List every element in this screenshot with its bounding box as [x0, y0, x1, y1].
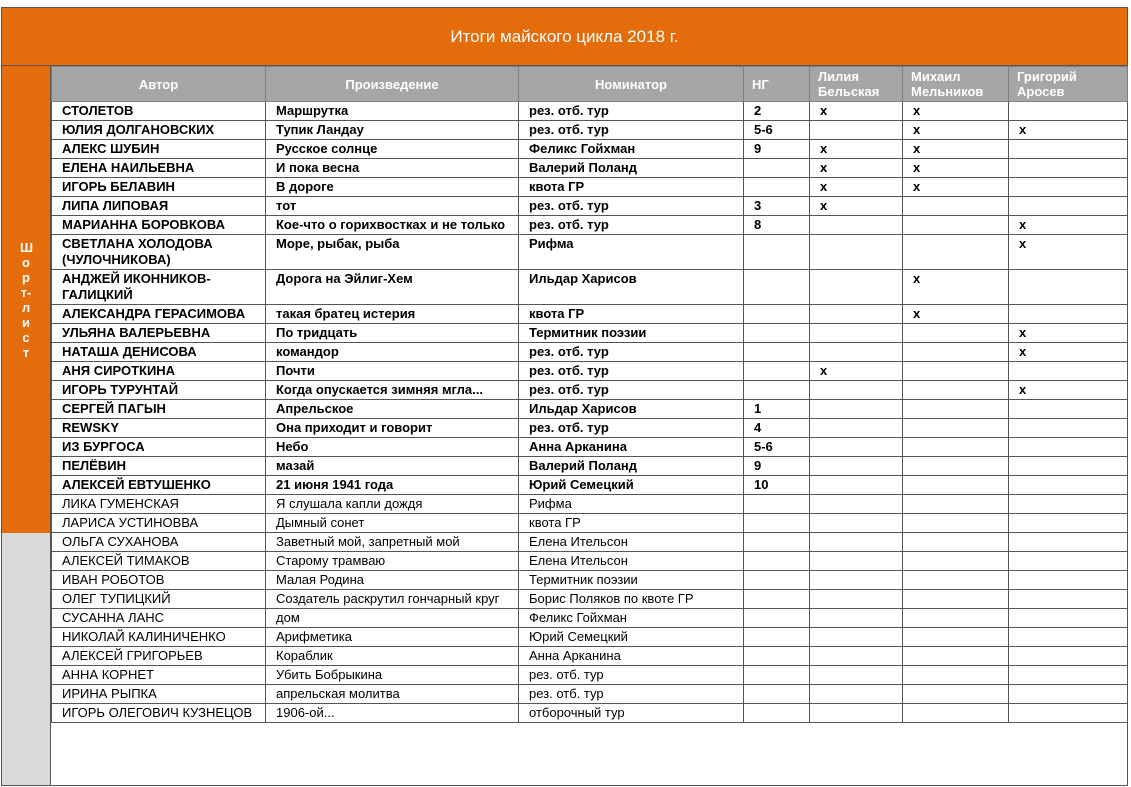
judge-1-mark [810, 438, 903, 457]
ng-cell: 10 [744, 476, 810, 495]
work-cell: командор [266, 343, 519, 362]
ng-cell [744, 343, 810, 362]
shortlist-row [52, 457, 1128, 476]
judge-1-mark [810, 216, 903, 235]
author-cell: АЛЕКСЕЙ ГРИГОРЬЕВ [52, 647, 266, 666]
shortlist-row [52, 476, 1128, 495]
longlist-row [52, 552, 1128, 571]
work-cell: Кораблик [266, 647, 519, 666]
judge-3-mark: x [1009, 343, 1128, 362]
author-cell: ИЗ БУРГОСА [52, 438, 266, 457]
nominator-cell: Феликс Гойхман [519, 609, 744, 628]
nominator-cell: Феликс Гойхман [519, 140, 744, 159]
author-cell: АЛЕКСЕЙ ТИМАКОВ [52, 552, 266, 571]
header-ng: НГ [744, 67, 810, 102]
judge-3-mark [1009, 419, 1128, 438]
judge-3-mark [1009, 533, 1128, 552]
ng-cell [744, 495, 810, 514]
author-cell: ИВАН РОБОТОВ [52, 571, 266, 590]
judge-2-mark: x [903, 178, 1009, 197]
author-cell: ИГОРЬ ОЛЕГОВИЧ КУЗНЕЦОВ [52, 704, 266, 723]
ng-cell [744, 685, 810, 704]
judge-2-mark [903, 590, 1009, 609]
judge-3-mark [1009, 476, 1128, 495]
ng-cell: 4 [744, 419, 810, 438]
author-cell: АЛЕКСЕЙ ЕВТУШЕНКО [52, 476, 266, 495]
nominator-cell: рез. отб. тур [519, 666, 744, 685]
judge-3-mark [1009, 400, 1128, 419]
longlist-row [52, 590, 1128, 609]
work-cell: Старому трамваю [266, 552, 519, 571]
ng-cell: 1 [744, 400, 810, 419]
judge-1-mark [810, 324, 903, 343]
nominator-cell: рез. отб. тур [519, 362, 744, 381]
shortlist-row [52, 140, 1128, 159]
author-cell: АНЯ СИРОТКИНА [52, 362, 266, 381]
judge-1-mark: x [810, 102, 903, 121]
judge-3-mark: x [1009, 235, 1128, 270]
judge-2-mark [903, 704, 1009, 723]
author-cell: НАТАША ДЕНИСОВА [52, 343, 266, 362]
ng-cell [744, 704, 810, 723]
judge-3-mark [1009, 628, 1128, 647]
judge-1-mark [810, 270, 903, 305]
judge-2-mark [903, 476, 1009, 495]
work-cell: Русское солнце [266, 140, 519, 159]
nominator-cell: рез. отб. тур [519, 216, 744, 235]
author-cell: СУСАННА ЛАНС [52, 609, 266, 628]
shortlist-row [52, 159, 1128, 178]
judge-2-mark [903, 438, 1009, 457]
judge-2-mark: x [903, 121, 1009, 140]
judge-2-mark [903, 197, 1009, 216]
header-judge-3: Григорий Аросев [1009, 67, 1128, 102]
ng-cell [744, 590, 810, 609]
judge-2-mark: x [903, 159, 1009, 178]
header-judge-2: Михаил Мельников [903, 67, 1009, 102]
judge-2-mark [903, 216, 1009, 235]
judge-1-mark [810, 121, 903, 140]
judge-3-mark [1009, 704, 1128, 723]
nominator-cell: Термитник поэзии [519, 571, 744, 590]
nominator-cell: Борис Поляков по квоте ГР [519, 590, 744, 609]
author-cell: ОЛЬГА СУХАНОВА [52, 533, 266, 552]
work-cell: мазай [266, 457, 519, 476]
nominator-cell: квота ГР [519, 178, 744, 197]
ng-cell [744, 666, 810, 685]
nominator-cell: рез. отб. тур [519, 419, 744, 438]
header-author: Автор [52, 67, 266, 102]
judge-3-mark [1009, 197, 1128, 216]
judge-3-mark [1009, 102, 1128, 121]
nominator-cell: рез. отб. тур [519, 102, 744, 121]
header-judge-1: Лилия Бельская [810, 67, 903, 102]
judge-3-mark [1009, 514, 1128, 533]
judge-1-mark [810, 647, 903, 666]
shortlist-band [2, 66, 51, 533]
results-table [51, 66, 1128, 723]
judge-3-mark [1009, 685, 1128, 704]
work-cell: Море, рыбак, рыба [266, 235, 519, 270]
author-cell: ЕЛЕНА НАИЛЬЕВНА [52, 159, 266, 178]
judge-1-mark [810, 685, 903, 704]
judge-3-mark [1009, 457, 1128, 476]
judge-3-mark: x [1009, 121, 1128, 140]
shortlist-row [52, 343, 1128, 362]
ng-cell: 9 [744, 140, 810, 159]
judge-3-mark [1009, 362, 1128, 381]
work-cell: Малая Родина [266, 571, 519, 590]
judge-3-mark [1009, 140, 1128, 159]
nominator-cell: рез. отб. тур [519, 381, 744, 400]
ng-cell [744, 362, 810, 381]
judge-2-mark [903, 381, 1009, 400]
judge-1-mark [810, 419, 903, 438]
ng-cell: 2 [744, 102, 810, 121]
nominator-cell: Рифма [519, 495, 744, 514]
ng-cell: 3 [744, 197, 810, 216]
ng-cell [744, 533, 810, 552]
longlist-row [52, 666, 1128, 685]
ng-cell: 9 [744, 457, 810, 476]
author-cell: REWSKY [52, 419, 266, 438]
ng-cell [744, 381, 810, 400]
ng-cell [744, 628, 810, 647]
ng-cell [744, 235, 810, 270]
shortlist-row [52, 216, 1128, 235]
nominator-cell: квота ГР [519, 514, 744, 533]
nominator-cell: рез. отб. тур [519, 121, 744, 140]
ng-cell: 8 [744, 216, 810, 235]
nominator-cell: Юрий Семецкий [519, 476, 744, 495]
judge-3-mark [1009, 609, 1128, 628]
judge-2-mark [903, 666, 1009, 685]
nominator-cell: Анна Арканина [519, 438, 744, 457]
shortlist-row [52, 438, 1128, 457]
author-cell: СВЕТЛАНА ХОЛОДОВА (ЧУЛОЧНИКОВА) [52, 235, 266, 270]
header-row [52, 67, 1128, 102]
longlist-band [2, 533, 51, 785]
shortlist-row [52, 178, 1128, 197]
work-cell: Дорога на Эйлиг-Хем [266, 270, 519, 305]
nominator-cell: рез. отб. тур [519, 343, 744, 362]
work-cell: Она приходит и говорит [266, 419, 519, 438]
shortlist-row [52, 419, 1128, 438]
ng-cell: 5-6 [744, 438, 810, 457]
judge-1-mark [810, 305, 903, 324]
judge-2-mark [903, 552, 1009, 571]
judge-1-mark [810, 666, 903, 685]
judge-2-mark [903, 343, 1009, 362]
judge-2-mark [903, 457, 1009, 476]
author-cell: АЛЕКСАНДРА ГЕРАСИМОВА [52, 305, 266, 324]
nominator-cell: Валерий Поланд [519, 457, 744, 476]
judge-2-mark [903, 514, 1009, 533]
nominator-cell: Рифма [519, 235, 744, 270]
nominator-cell: рез. отб. тур [519, 685, 744, 704]
work-cell: Небо [266, 438, 519, 457]
longlist-row [52, 533, 1128, 552]
shortlist-row [52, 381, 1128, 400]
longlist-row [52, 704, 1128, 723]
nominator-cell: Валерий Поланд [519, 159, 744, 178]
judge-2-mark [903, 419, 1009, 438]
judge-1-mark: x [810, 159, 903, 178]
judge-3-mark [1009, 647, 1128, 666]
nominator-cell: Юрий Семецкий [519, 628, 744, 647]
judge-1-mark [810, 590, 903, 609]
judge-2-mark [903, 324, 1009, 343]
author-cell: СТОЛЕТОВ [52, 102, 266, 121]
judge-3-mark [1009, 552, 1128, 571]
ng-cell [744, 159, 810, 178]
judge-2-mark: x [903, 305, 1009, 324]
longlist-row [52, 571, 1128, 590]
nominator-cell: квота ГР [519, 305, 744, 324]
nominator-cell: рез. отб. тур [519, 197, 744, 216]
judge-1-mark [810, 628, 903, 647]
judge-2-mark: x [903, 140, 1009, 159]
work-cell: И пока весна [266, 159, 519, 178]
judge-3-mark [1009, 270, 1128, 305]
work-cell: Заветный мой, запретный мой [266, 533, 519, 552]
judge-3-mark [1009, 159, 1128, 178]
nominator-cell: Ильдар Харисов [519, 270, 744, 305]
header-nominator: Номинатор [519, 67, 744, 102]
judge-1-mark [810, 533, 903, 552]
work-cell: апрельская молитва [266, 685, 519, 704]
work-cell: 1906-ой... [266, 704, 519, 723]
judge-1-mark [810, 704, 903, 723]
judge-1-mark [810, 495, 903, 514]
ng-cell [744, 609, 810, 628]
judge-1-mark [810, 235, 903, 270]
sheet-title: Итоги майского цикла 2018 г. [2, 8, 1127, 66]
nominator-cell: Елена Ительсон [519, 533, 744, 552]
judge-2-mark [903, 495, 1009, 514]
judge-2-mark: x [903, 270, 1009, 305]
judge-2-mark: x [903, 102, 1009, 121]
longlist-row [52, 647, 1128, 666]
table-body [52, 102, 1128, 723]
ng-cell [744, 324, 810, 343]
judge-2-mark [903, 400, 1009, 419]
longlist-row [52, 514, 1128, 533]
longlist-row [52, 628, 1128, 647]
shortlist-row [52, 270, 1128, 305]
work-cell: тот [266, 197, 519, 216]
work-cell: Почти [266, 362, 519, 381]
ng-cell [744, 514, 810, 533]
shortlist-label: Шорт-лист [20, 239, 34, 360]
ng-cell [744, 305, 810, 324]
shortlist-row [52, 362, 1128, 381]
ng-cell [744, 647, 810, 666]
ng-cell [744, 270, 810, 305]
longlist-row [52, 495, 1128, 514]
author-cell: ЮЛИЯ ДОЛГАНОВСКИХ [52, 121, 266, 140]
work-cell: В дороге [266, 178, 519, 197]
author-cell: ПЕЛЁВИН [52, 457, 266, 476]
judge-3-mark [1009, 571, 1128, 590]
judge-3-mark [1009, 305, 1128, 324]
author-cell: НИКОЛАЙ КАЛИНИЧЕНКО [52, 628, 266, 647]
ng-cell [744, 178, 810, 197]
header-work: Произведение [266, 67, 519, 102]
author-cell: ЛАРИСА УСТИНОВВА [52, 514, 266, 533]
judge-1-mark: x [810, 362, 903, 381]
author-cell: УЛЬЯНА ВАЛЕРЬЕВНА [52, 324, 266, 343]
results-sheet [1, 7, 1128, 786]
work-cell: Арифметика [266, 628, 519, 647]
work-cell: дом [266, 609, 519, 628]
judge-1-mark [810, 400, 903, 419]
work-cell: Апрельское [266, 400, 519, 419]
longlist-row [52, 609, 1128, 628]
author-cell: ЛИКА ГУМЕНСКАЯ [52, 495, 266, 514]
judge-2-mark [903, 628, 1009, 647]
nominator-cell: Ильдар Харисов [519, 400, 744, 419]
judge-3-mark [1009, 495, 1128, 514]
work-cell: По тридцать [266, 324, 519, 343]
judge-3-mark: x [1009, 216, 1128, 235]
work-cell: 21 июня 1941 года [266, 476, 519, 495]
judge-3-mark [1009, 590, 1128, 609]
judge-3-mark [1009, 178, 1128, 197]
work-cell: Создатель раскрутил гончарный круг [266, 590, 519, 609]
longlist-row [52, 685, 1128, 704]
nominator-cell: Термитник поэзии [519, 324, 744, 343]
shortlist-row [52, 102, 1128, 121]
work-cell: Я слушала капли дождя [266, 495, 519, 514]
judge-2-mark [903, 235, 1009, 270]
ng-cell [744, 552, 810, 571]
ng-cell: 5-6 [744, 121, 810, 140]
judge-3-mark: x [1009, 324, 1128, 343]
shortlist-row [52, 197, 1128, 216]
shortlist-row [52, 235, 1128, 270]
judge-1-mark: x [810, 140, 903, 159]
author-cell: ИРИНА РЫПКА [52, 685, 266, 704]
judge-3-mark: x [1009, 381, 1128, 400]
nominator-cell: отборочный тур [519, 704, 744, 723]
judge-1-mark [810, 381, 903, 400]
judge-2-mark [903, 533, 1009, 552]
author-cell: ИГОРЬ БЕЛАВИН [52, 178, 266, 197]
work-cell: такая братец истерия [266, 305, 519, 324]
shortlist-row [52, 400, 1128, 419]
work-cell: Тупик Ландау [266, 121, 519, 140]
work-cell: Дымный сонет [266, 514, 519, 533]
author-cell: СЕРГЕЙ ПАГЫН [52, 400, 266, 419]
author-cell: ОЛЕГ ТУПИЦКИЙ [52, 590, 266, 609]
judge-1-mark [810, 476, 903, 495]
judge-2-mark [903, 362, 1009, 381]
author-cell: ИГОРЬ ТУРУНТАЙ [52, 381, 266, 400]
judge-2-mark [903, 685, 1009, 704]
judge-1-mark [810, 571, 903, 590]
work-cell: Кое-что о горихвостках и не только [266, 216, 519, 235]
judge-1-mark [810, 552, 903, 571]
shortlist-row [52, 305, 1128, 324]
judge-1-mark [810, 609, 903, 628]
author-cell: ЛИПА ЛИПОВАЯ [52, 197, 266, 216]
work-cell: Маршрутка [266, 102, 519, 121]
author-cell: АЛЕКС ШУБИН [52, 140, 266, 159]
judge-1-mark [810, 343, 903, 362]
work-cell: Когда опускается зимняя мгла... [266, 381, 519, 400]
shortlist-row [52, 121, 1128, 140]
judge-2-mark [903, 609, 1009, 628]
judge-3-mark [1009, 438, 1128, 457]
judge-3-mark [1009, 666, 1128, 685]
shortlist-row [52, 324, 1128, 343]
author-cell: МАРИАННА БОРОВКОВА [52, 216, 266, 235]
judge-2-mark [903, 647, 1009, 666]
author-cell: АННА КОРНЕТ [52, 666, 266, 685]
nominator-cell: Анна Арканина [519, 647, 744, 666]
judge-1-mark [810, 514, 903, 533]
author-cell: АНДЖЕЙ ИКОННИКОВ-ГАЛИЦКИЙ [52, 270, 266, 305]
work-cell: Убить Бобрыкина [266, 666, 519, 685]
nominator-cell: Елена Ительсон [519, 552, 744, 571]
judge-1-mark: x [810, 197, 903, 216]
judge-2-mark [903, 571, 1009, 590]
ng-cell [744, 571, 810, 590]
judge-1-mark: x [810, 178, 903, 197]
judge-1-mark [810, 457, 903, 476]
